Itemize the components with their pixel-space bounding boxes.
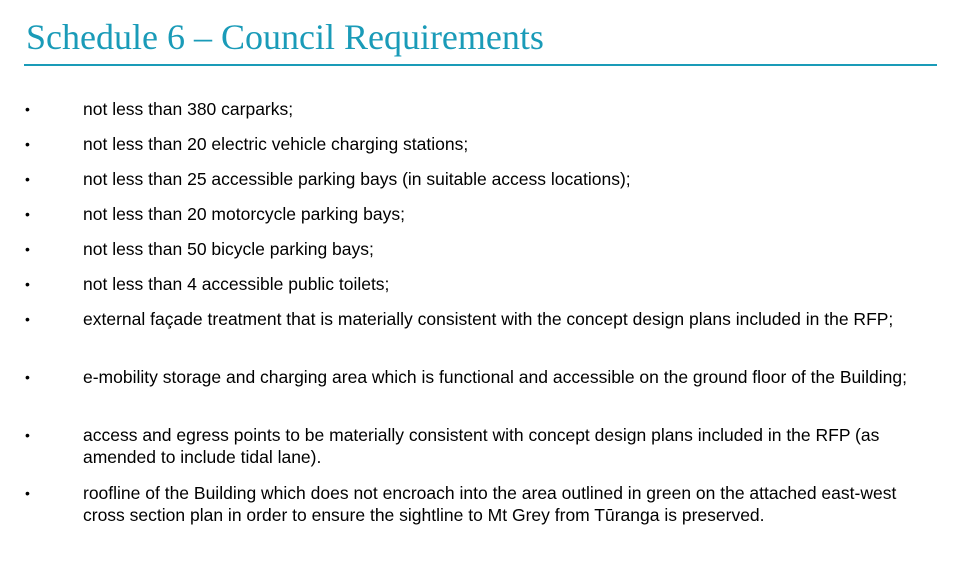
list-item-text: not less than 4 accessible public toilets; <box>83 274 390 294</box>
bullet-icon: • <box>25 101 30 117</box>
bullet-icon: • <box>25 369 30 385</box>
title-underline <box>24 64 937 66</box>
bullet-icon: • <box>25 485 30 501</box>
list-item-text: not less than 20 motorcycle parking bays; <box>83 204 405 224</box>
list-item-text: e-mobility storage and charging area which is functional and accessible on the ground floor of the Building; <box>83 367 907 387</box>
bullet-icon: • <box>25 311 30 327</box>
list-item-text: external façade treatment that is materially consistent with the concept design plans included in the RFP; <box>83 309 894 329</box>
list-item-text: not less than 20 electric vehicle charging stations; <box>83 134 469 154</box>
bullet-icon: • <box>25 427 30 443</box>
bullet-icon: • <box>25 276 30 292</box>
list-item-text: roofline of the Building which does not encroach into the area outlined in green on the attached east-west cross section plan in order to ensure the sightline to Mt Grey from Tūranga is preserved. <box>83 483 897 525</box>
list-item-text: not less than 25 accessible parking bays (in suitable access locations); <box>83 169 631 189</box>
bullet-icon: • <box>25 171 30 187</box>
list-item-text: not less than 50 bicycle parking bays; <box>83 239 374 259</box>
list-item-text: access and egress points to be materially consistent with concept design plans included in the RFP (as amended to include tidal lane). <box>83 425 880 467</box>
bullet-icon: • <box>25 206 30 222</box>
page-title: Schedule 6 – Council Requirements <box>26 17 544 57</box>
bullet-icon: • <box>25 241 30 257</box>
bullet-icon: • <box>25 136 30 152</box>
list-item-text: not less than 380 carparks; <box>83 99 294 119</box>
